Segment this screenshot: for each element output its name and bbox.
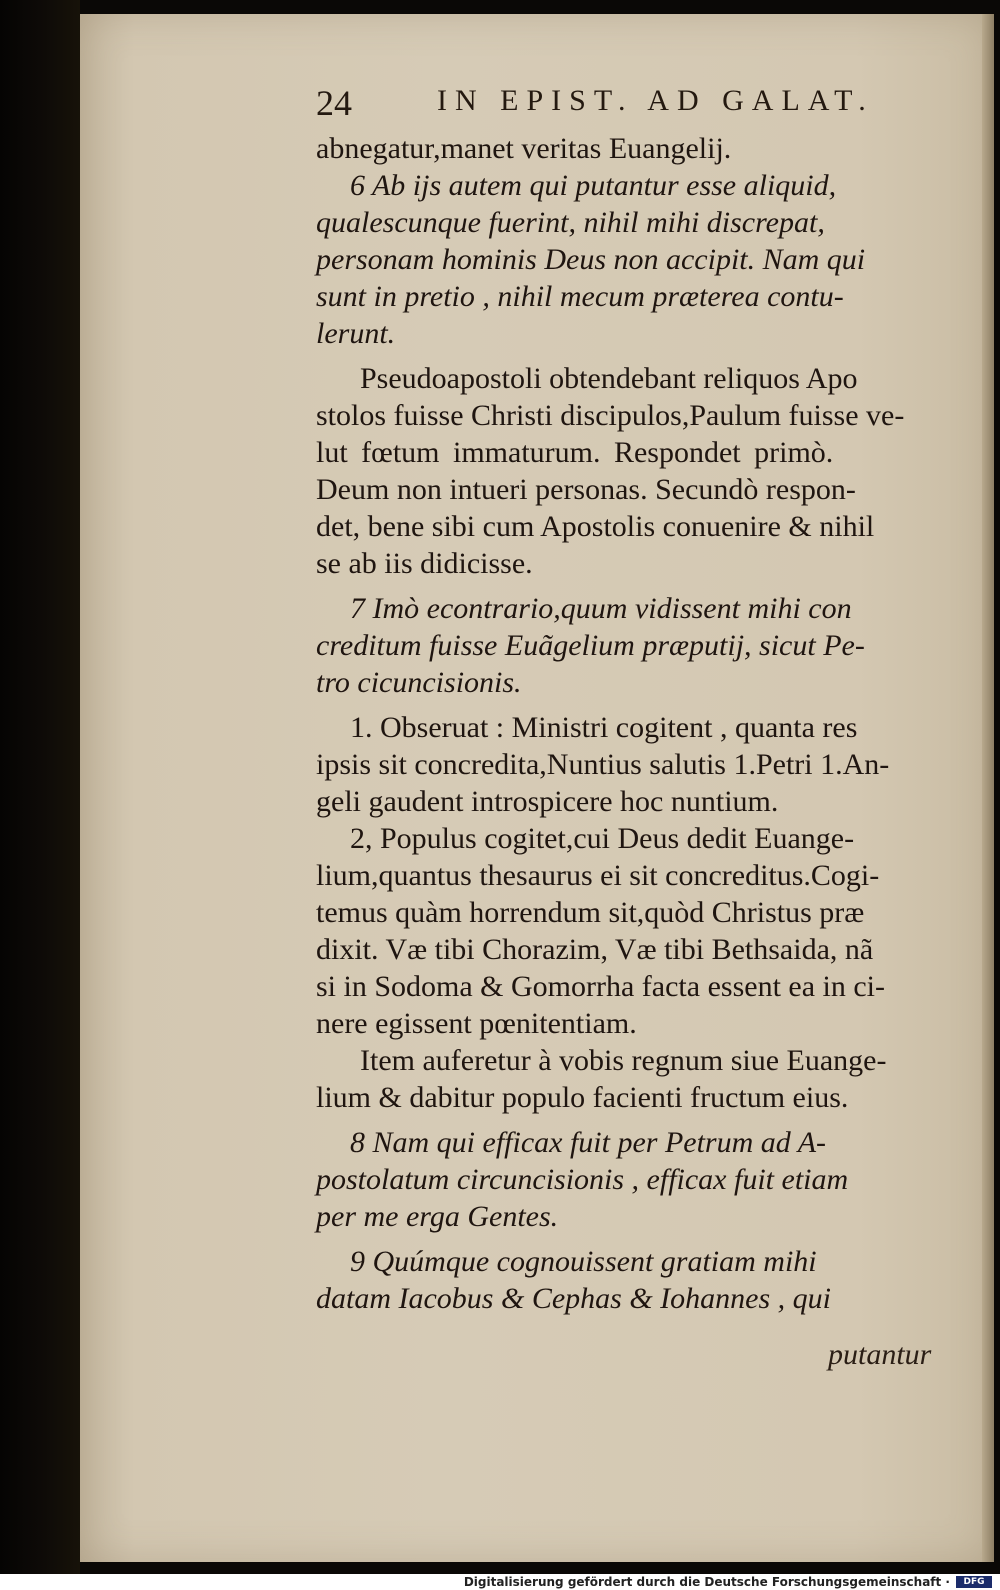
verse-line: creditum fuisse Euãgelium præputij, sicut Pe- [316, 629, 865, 662]
page-number: 24 [316, 83, 352, 123]
footer-credit: Digitalisierung gefördert durch die Deutsche Forschungsgemeinschaft · [463, 1575, 950, 1589]
text-line: lut fœtum immaturum. Respondet primò. [316, 436, 834, 469]
text-line: stolos fuisse Christi discipulos,Paulum fuisse ve- [316, 399, 905, 432]
text-line: lium & dabitur populo facienti fructum eius. [316, 1081, 849, 1114]
book-binding-shadow [0, 0, 80, 1590]
catchword: putantur [828, 1338, 932, 1371]
verse-line: lerunt. [316, 317, 396, 350]
text-line: Deum non intueri personas. Secundò respon- [316, 473, 856, 506]
text-line: nere egissent pœnitentiam. [316, 1007, 637, 1040]
page-header [80, 82, 992, 130]
text-line: dixit. Væ tibi Chorazim, Væ tibi Bethsaida, nã [316, 933, 874, 966]
text-line: 1. Obseruat : Ministri cogitent , quanta res [350, 711, 858, 744]
text-line: ipsis sit concredita,Nuntius salutis 1.Petri 1.An- [316, 748, 890, 781]
verse-line: personam hominis Deus non accipit. Nam qui [316, 243, 866, 276]
verse-line: 6 Ab ijs autem qui putantur esse aliquid, [350, 169, 837, 202]
dfg-logo: DFG [956, 1576, 992, 1588]
verse-line: per me erga Gentes. [316, 1200, 559, 1233]
text-line: Pseudoapostoli obtendebant reliquos Apo [360, 362, 858, 395]
text-line: Item auferetur à vobis regnum siue Euange- [360, 1044, 887, 1077]
text-line: geli gaudent introspicere hoc nuntium. [316, 785, 779, 818]
verse-line: sunt in pretio , nihil mecum præterea contu- [316, 280, 844, 313]
verse-line: 7 Imò econtrario,quum vidissent mihi con [350, 592, 852, 625]
text-line: temus quàm horrendum sit,quòd Christus præ [316, 896, 865, 929]
verse-line: datam Iacobus & Cephas & Iohannes , qui [316, 1282, 831, 1315]
verse-line: 8 Nam qui efficax fuit per Petrum ad A- [350, 1126, 827, 1159]
text-line: abnegatur,manet veritas Euangelij. [316, 132, 732, 165]
verse-line: 9 Quúmque cognouissent gratiam mihi [350, 1245, 817, 1278]
text-line: det, bene sibi cum Apostolis conuenire & nihil [316, 510, 875, 543]
text-line: lium,quantus thesaurus ei sit concreditus.Cogi- [316, 859, 880, 892]
book-page [80, 14, 992, 1562]
verse-line: qualescunque fuerint, nihil mihi discrepat, [316, 206, 825, 239]
running-title: IN EPIST. AD GALAT. [437, 84, 874, 117]
text-line: 2, Populus cogitet,cui Deus dedit Euange- [350, 822, 855, 855]
page-edge [982, 14, 994, 1562]
text-line: se ab iis didicisse. [316, 547, 533, 580]
verse-line: postolatum circuncisionis , efficax fuit etiam [316, 1163, 849, 1196]
verse-line: tro cicuncisionis. [316, 666, 522, 699]
body-text [316, 130, 964, 1317]
text-line: si in Sodoma & Gomorrha facta essent ea in ci- [316, 970, 886, 1003]
